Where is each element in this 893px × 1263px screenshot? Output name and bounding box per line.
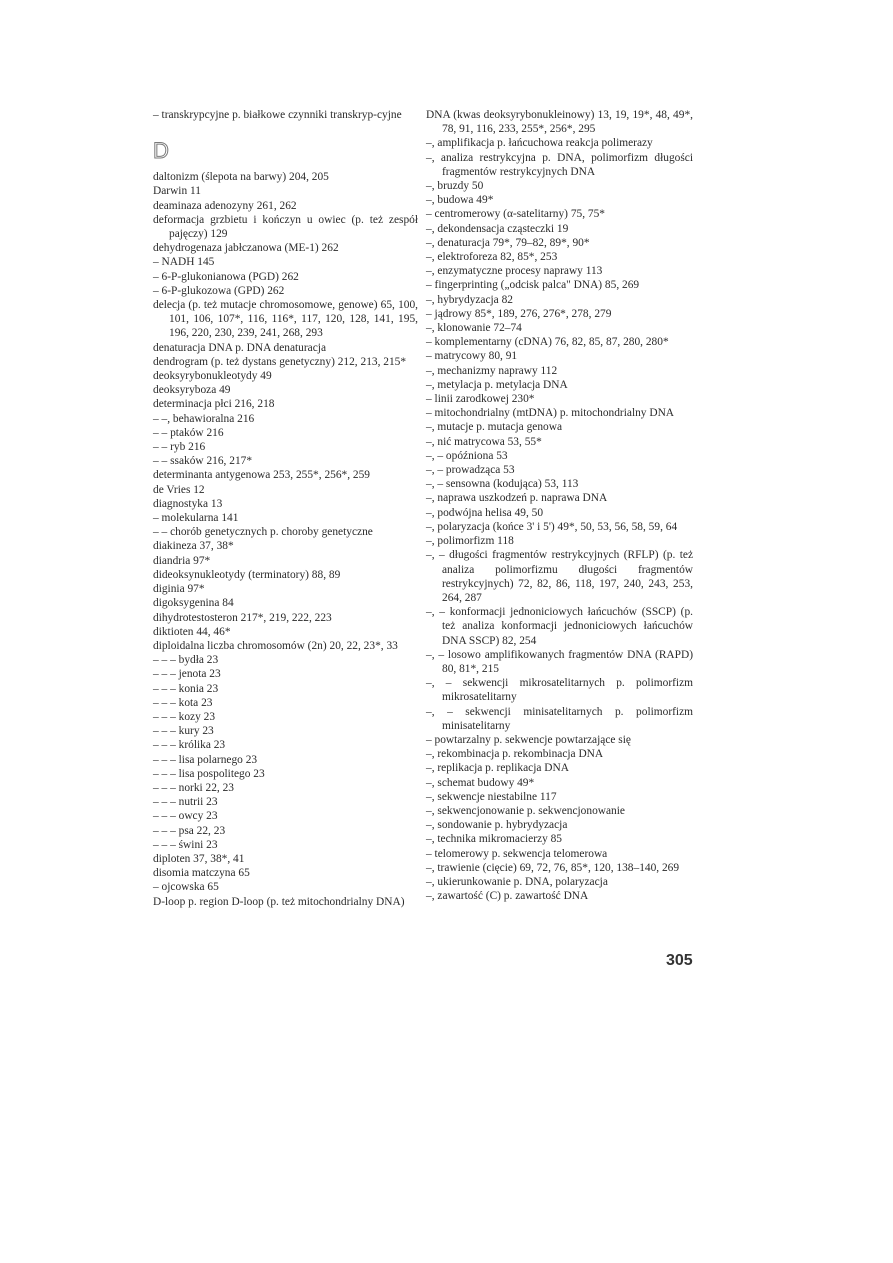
index-entry: dihydrotestosteron 217*, 219, 222, 223 (153, 611, 332, 624)
index-entry: –, – losowo amplifikowanych fragmentów DNA (RAPD) 80, 81*, 215 (426, 648, 693, 675)
index-entry: – NADH 145 (153, 256, 215, 269)
index-entry: diagnostyka 13 (153, 497, 223, 510)
index-entry: –, hybrydyzacja 82 (426, 293, 513, 306)
index-entry: – – – kury 23 (153, 725, 214, 738)
index-entry: – – – kozy 23 (153, 710, 216, 723)
index-entry: – 6-P-glukonianowa (PGD) 262 (153, 270, 299, 283)
index-entry: –, dekondensacja cząsteczki 19 (426, 222, 569, 235)
index-entry: –, analiza restrykcyjna p. DNA, polimorfizm długości fragmentów restrykcyjnych DNA (426, 151, 693, 178)
index-entry: –, denaturacja 79*, 79–82, 89*, 90* (426, 236, 590, 249)
index-entry: – – – norki 22, 23 (153, 781, 234, 794)
index-column-left (153, 108, 418, 909)
index-entry: D-loop p. region D-loop (p. też mitochondrialny DNA) (153, 895, 405, 908)
index-entry: – – ryb 216 (153, 441, 206, 454)
index-entry: diktioten 44, 46* (153, 625, 231, 638)
index-entry: –, – prowadząca 53 (426, 464, 515, 477)
carryover-entries (153, 108, 418, 122)
index-entry: – telomerowy p. sekwencja telomerowa (426, 847, 608, 860)
index-entry: –, schemat budowy 49* (426, 776, 535, 789)
index-entry: diandria 97* (153, 554, 211, 567)
right-index-entries (426, 108, 693, 903)
index-entry: deoksyrybonukleotydy 49 (153, 370, 272, 383)
index-entry: determinacja płci 216, 218 (153, 398, 275, 411)
index-entry: –, naprawa uszkodzeń p. naprawa DNA (426, 492, 608, 505)
index-entry: – jądrowy 85*, 189, 276, 276*, 278, 279 (426, 307, 612, 320)
index-entry: digoksygenina 84 (153, 597, 234, 610)
index-column-right (426, 108, 693, 903)
index-entry: – mitochondrialny (mtDNA) p. mitochondrialny DNA (426, 407, 675, 420)
index-entry: diploten 37, 38*, 41 (153, 852, 245, 865)
index-entry: – – chorób genetycznych p. choroby genetyczne (153, 526, 373, 539)
index-entry: –, enzymatyczne procesy naprawy 113 (426, 265, 603, 278)
index-entry: –, sekwencje niestabilne 117 (426, 790, 557, 803)
index-entry: – – – nutrii 23 (153, 796, 218, 809)
page-number: 305 (666, 952, 693, 969)
index-entry: –, – sekwencji mikrosatelitarnych p. polimorfizm mikrosatelitarny (426, 677, 693, 704)
index-entry: deoksyryboza 49 (153, 384, 231, 397)
index-entry: denaturacja DNA p. DNA denaturacja (153, 341, 327, 354)
index-entry: diginia 97* (153, 583, 205, 596)
index-entry: diakineza 37, 38* (153, 540, 234, 553)
index-entry: delecja (p. też mutacje chromosomowe, genowe) 65, 100, 101, 106, 107*, 116, 116*, 117, 120, 128, 141, 195, 196, 220, 230, 239, 241, 268, 293 (153, 299, 418, 340)
index-entry: disomia matczyna 65 (153, 867, 250, 880)
index-entry: –, klonowanie 72–74 (426, 322, 522, 335)
index-entry: –, budowa 49* (426, 194, 494, 207)
index-entry: –, – długości fragmentów restrykcyjnych (RFLP) (p. też analiza polimorfizmu długości fragmentów restrykcyjnych) 72, 82, 86, 118, 197, 240, 243, 253, 264, 287 (426, 549, 693, 604)
index-entry: –, zawartość (C) p. zawartość DNA (426, 890, 589, 903)
index-entry: determinanta antygenowa 253, 255*, 256*, 259 (153, 469, 371, 482)
index-entry: – – – kota 23 (153, 696, 213, 709)
index-entry: Darwin 11 (153, 185, 201, 198)
index-entry: –, elektroforeza 82, 85*, 253 (426, 251, 558, 264)
index-entry: – centromerowy (α-satelitarny) 75, 75* (426, 208, 605, 221)
index-entry: – –, behawioralna 216 (153, 412, 255, 425)
index-entry: –, polimorfizm 118 (426, 535, 514, 548)
index-entry: –, ukierunkowanie p. DNA, polaryzacja (426, 875, 608, 888)
index-entry: – molekularna 141 (153, 512, 239, 525)
index-entry: – – – królika 23 (153, 739, 226, 752)
index-entry: – fingerprinting („odcisk palca" DNA) 85, 269 (426, 279, 640, 292)
index-entry: – – ssaków 216, 217* (153, 455, 253, 468)
index-entry: – – – psa 22, 23 (153, 824, 226, 837)
index-entry: – matrycowy 80, 91 (426, 350, 518, 363)
index-entry: –, technika mikromacierzy 85 (426, 833, 563, 846)
index-entry: –, sekwencjonowanie p. sekwencjonowanie (426, 804, 625, 817)
index-entry: –, bruzdy 50 (426, 180, 484, 193)
index-entry: de Vries 12 (153, 483, 205, 496)
index-entry: –, replikacja p. replikacja DNA (426, 762, 569, 775)
index-entry: –, rekombinacja p. rekombinacja DNA (426, 748, 604, 761)
index-entry: – linii zarodkowej 230* (426, 393, 535, 406)
index-entry: – – – bydła 23 (153, 654, 219, 667)
index-entry: diploidalna liczba chromosomów (2n) 20, 22, 23*, 33 (153, 639, 398, 652)
index-entry: – komplementarny (cDNA) 76, 82, 85, 87, 280, 280* (426, 336, 669, 349)
index-entry: –, – konformacji jednoniciowych łańcuchów (SSCP) (p. też analiza konformacji jednoniciowych łańcuchów DNA SSCP) 82, 254 (426, 606, 693, 647)
index-entry: daltonizm (ślepota na barwy) 204, 205 (153, 171, 329, 184)
index-entry: –, polaryzacja (końce 3' i 5') 49*, 50, 53, 56, 58, 59, 64 (426, 520, 678, 533)
index-entry: – transkrypcyjne p. białkowe czynniki transkryp-cyjne (153, 109, 402, 121)
index-entry: dehydrogenaza jabłczanowa (ME-1) 262 (153, 242, 339, 255)
index-entry: –, amplifikacja p. łańcuchowa reakcja polimerazy (426, 137, 653, 150)
index-entry: – – – owcy 23 (153, 810, 218, 823)
index-entry: dendrogram (p. też dystans genetyczny) 212, 213, 215* (153, 355, 407, 368)
index-entry: deaminaza adenozyny 261, 262 (153, 199, 297, 212)
index-entry: – powtarzalny p. sekwencje powtarzające się (426, 733, 631, 746)
left-index-entries (153, 170, 418, 909)
index-entry: –, – opóźniona 53 (426, 449, 508, 462)
index-entry: –, mutacje p. mutacja genowa (426, 421, 563, 434)
index-entry: –, podwójna helisa 49, 50 (426, 506, 544, 519)
index-entry: – ojcowska 65 (153, 881, 219, 894)
index-entry: –, nić matrycowa 53, 55* (426, 435, 542, 448)
index-entry: –, – sensowna (kodująca) 53, 113 (426, 478, 579, 491)
index-entry: –, metylacja p. metylacja DNA (426, 378, 568, 391)
index-entry: – 6-P-glukozowa (GPD) 262 (153, 284, 285, 297)
index-entry: –, – sekwencji minisatelitarnych p. polimorfizm minisatelitarny (426, 705, 693, 732)
index-entry: – – ptaków 216 (153, 426, 224, 439)
index-entry: – – – lisa pospolitego 23 (153, 767, 265, 780)
index-entry: – – – świni 23 (153, 838, 218, 851)
index-entry: deformacja grzbietu i kończyn u owiec (p. też zespół pajęczy) 129 (153, 213, 418, 241)
index-entry: –, mechanizmy naprawy 112 (426, 364, 558, 377)
index-entry: – – – lisa polarnego 23 (153, 753, 258, 766)
index-entry: –, sondowanie p. hybrydyzacja (426, 819, 568, 832)
index-entry: – – – konia 23 (153, 682, 219, 695)
section-letter-heading: D (153, 138, 169, 164)
index-entry: – – – jenota 23 (153, 668, 221, 681)
index-entry: DNA (kwas deoksyrybonukleinowy) 13, 19, 19*, 48, 49*, 78, 91, 116, 233, 255*, 256*, 295 (426, 109, 693, 136)
index-entry: –, trawienie (cięcie) 69, 72, 76, 85*, 120, 138–140, 269 (426, 861, 680, 874)
index-entry: dideoksynukleotydy (terminatory) 88, 89 (153, 568, 341, 581)
